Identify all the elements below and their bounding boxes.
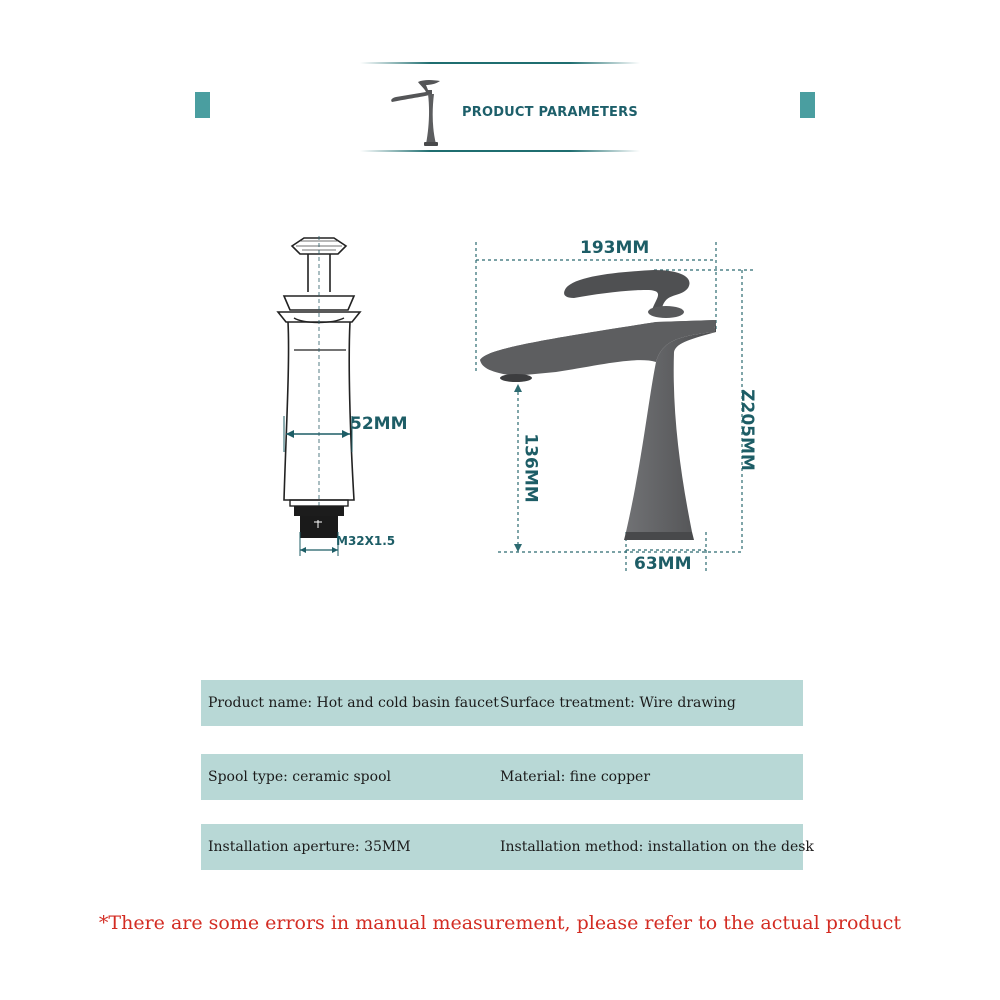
overall-width-label: 193MM bbox=[580, 238, 650, 258]
spec-row bbox=[201, 680, 803, 726]
spout-height-label: 136MM bbox=[520, 433, 541, 503]
header-bottom-line bbox=[360, 150, 640, 152]
front-view-drawing bbox=[270, 232, 420, 562]
spec-row bbox=[201, 754, 803, 800]
base-diameter-label: 63MM bbox=[634, 554, 692, 574]
spool-type-text: Spool type: ceramic spool bbox=[208, 769, 391, 785]
thread-size-label: M32X1.5 bbox=[336, 534, 396, 548]
right-accent-block bbox=[800, 92, 815, 118]
page-title: PRODUCT PARAMETERS bbox=[462, 105, 638, 120]
spec-row bbox=[201, 824, 814, 870]
installation-method-text: Installation method: installation on the desk bbox=[500, 839, 814, 855]
installation-aperture-text: Installation aperture: 35MM bbox=[208, 839, 411, 855]
left-accent-block bbox=[195, 92, 210, 118]
faucet-thumbnail-icon bbox=[388, 76, 452, 150]
material-text: Material: fine copper bbox=[500, 769, 651, 785]
body-diameter-label: 52MM bbox=[350, 414, 408, 434]
measurement-disclaimer: *There are some errors in manual measurement, please refer to the actual product bbox=[98, 912, 902, 934]
surface-treatment-text: Surface treatment: Wire drawing bbox=[500, 695, 736, 711]
side-view-drawing bbox=[466, 232, 766, 582]
product-name-text: Product name: Hot and cold basin faucet bbox=[208, 695, 499, 711]
header-top-line bbox=[360, 62, 640, 64]
overall-height-label: Z205MM bbox=[736, 389, 757, 471]
